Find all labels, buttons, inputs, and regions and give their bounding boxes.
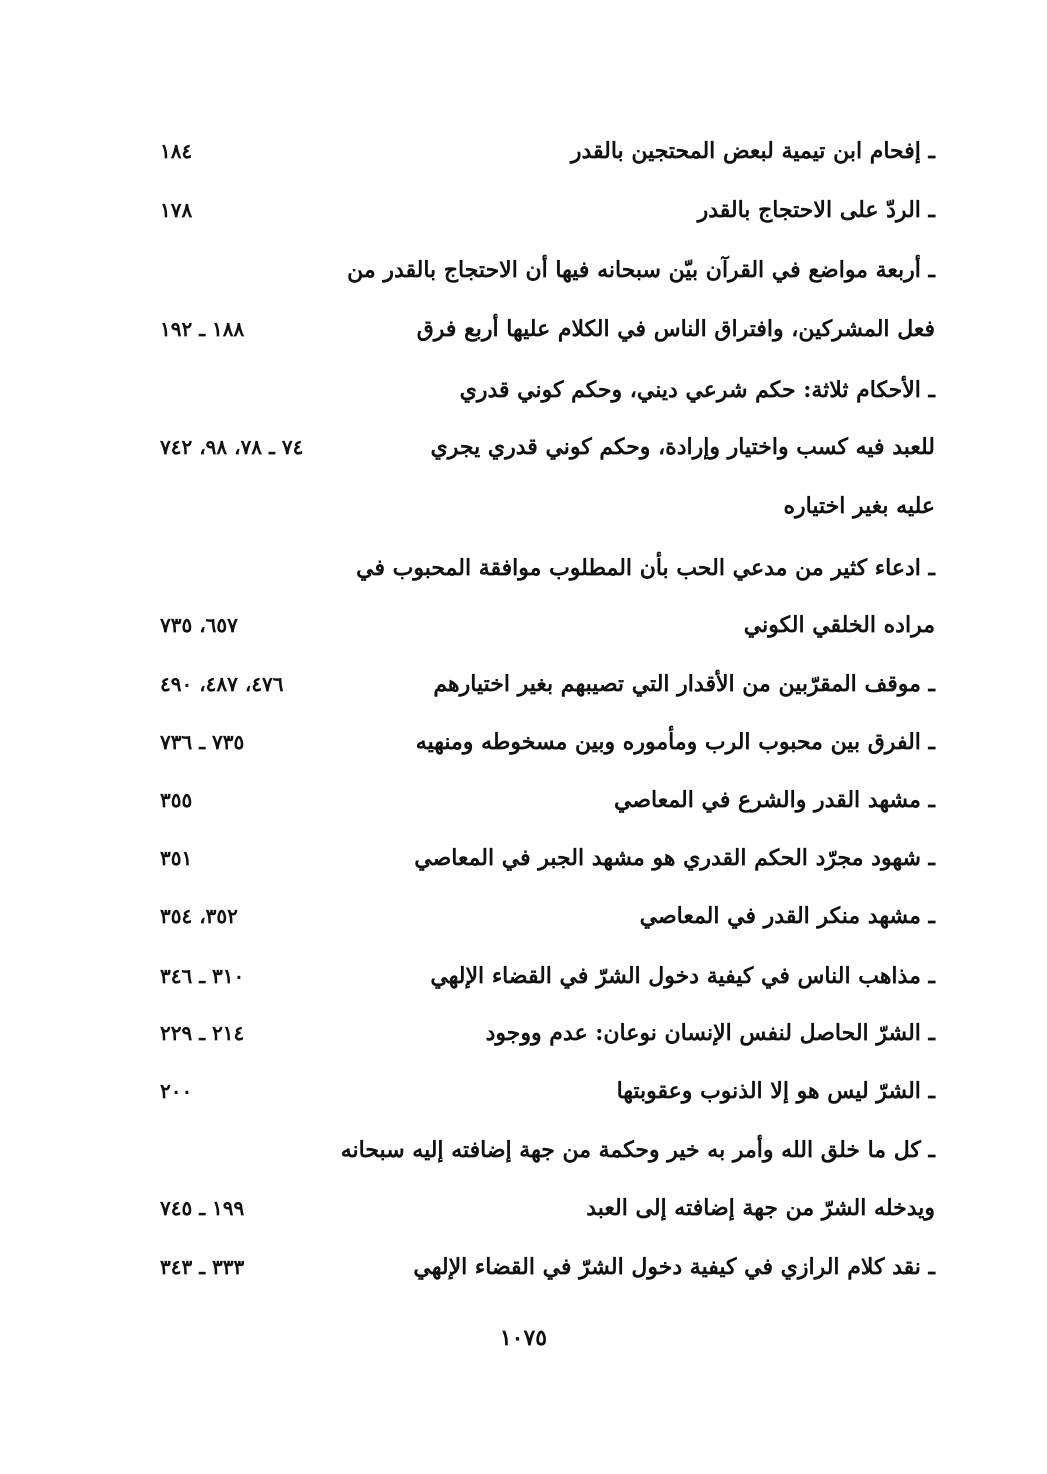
index-entry — [140, 427, 935, 467]
entry-pages: ٣٥١ — [160, 846, 193, 870]
entry-text: مراده الخلقي الكوني — [743, 612, 935, 638]
index-entry — [140, 896, 935, 936]
index-entry — [140, 605, 935, 645]
entry-text: ـ الشرّ الحاصل لنفس الإنسان نوعان: عدم ووجود — [485, 1020, 935, 1046]
entry-text: ـ شهود مجرّد الحكم القدري هو مشهد الجبر في المعاصي — [414, 845, 935, 871]
entry-text: ـ مذاهب الناس في كيفية دخول الشرّ في القضاء الإلهي — [430, 963, 935, 989]
entry-pages: ٢٠٠ — [160, 1079, 193, 1103]
index-entry — [140, 309, 935, 349]
entry-text: ـ الفرق بين محبوب الرب ومأموره وبين مسخوطه ومنهيه — [415, 729, 935, 755]
entry-text: ـ كل ما خلق الله وأمر به خير وحكمة من جهة إضافته إليه سبحانه — [340, 1137, 935, 1163]
entry-pages: ٦٥٧، ٧٣٥ — [160, 613, 238, 637]
entry-pages: ٤٧٦، ٤٨٧، ٤٩٠ — [160, 672, 284, 696]
index-entry — [140, 486, 935, 526]
index-entry — [140, 190, 935, 230]
entry-text: ويدخله الشرّ من جهة إضافته إلى العبد — [586, 1195, 935, 1221]
entry-text: للعبد فيه كسب واختيار وإرادة، وحكم كوني قدري يجري — [430, 434, 935, 460]
entry-pages: ٣١٠ ـ ٣٤٦ — [160, 964, 245, 988]
index-entry — [140, 1247, 935, 1287]
entry-text: عليه بغير اختياره — [783, 493, 935, 519]
entry-text: ـ مشهد القدر والشرع في المعاصي — [613, 787, 935, 813]
entry-pages: ١٩٩ ـ ٧٤٥ — [160, 1196, 245, 1220]
page-number: ١٠٧٥ — [499, 1325, 548, 1351]
entry-pages: ٧٤ ـ ٧٨، ٩٨، ٧٤٢ — [160, 435, 304, 459]
entry-text: ـ إفحام ابن تيمية لبعض المحتجين بالقدر — [570, 138, 935, 164]
entry-pages: ١٨٤ — [160, 139, 193, 163]
index-entry — [140, 370, 935, 410]
index-entry — [140, 131, 935, 171]
entry-text: ـ موقف المقرّبين من الأقدار التي تصيبهم بغير اختيارهم — [433, 671, 935, 697]
entry-text: ـ الشرّ ليس هو إلا الذنوب وعقوبتها — [616, 1078, 935, 1104]
index-entry — [140, 780, 935, 820]
index-entry — [140, 838, 935, 878]
index-entry — [140, 956, 935, 996]
index-entry — [140, 1013, 935, 1053]
entry-pages: ٣٥٥ — [160, 788, 193, 812]
entry-pages: ١٧٨ — [160, 198, 193, 222]
index-entry — [140, 1188, 935, 1228]
index-entry — [140, 1071, 935, 1111]
entry-pages: ٣٥٢، ٣٥٤ — [160, 904, 238, 928]
entry-text: ـ الردّ على الاحتجاج بالقدر — [697, 197, 935, 223]
entry-pages: ١٨٨ ـ ١٩٢ — [160, 317, 245, 341]
entry-text: ـ أربعة مواضع في القرآن بيّن سبحانه فيها أن الاحتجاج بالقدر من — [347, 257, 935, 283]
entry-pages: ٣٣٣ ـ ٣٤٣ — [160, 1255, 245, 1279]
entry-text: ـ الأحكام ثلاثة: حكم شرعي ديني، وحكم كوني قدري — [459, 377, 935, 403]
entry-pages: ٧٣٥ ـ ٧٣٦ — [160, 730, 245, 754]
entry-text: ـ ادعاء كثير من مدعي الحب بأن المطلوب موافقة المحبوب في — [356, 555, 935, 581]
index-entry — [140, 1130, 935, 1170]
entry-text: ـ مشهد منكر القدر في المعاصي — [639, 903, 935, 929]
entry-text: ـ نقد كلام الرازي في كيفية دخول الشرّ في القضاء الإلهي — [413, 1254, 935, 1280]
index-entry — [140, 664, 935, 704]
entry-text: فعل المشركين، وافتراق الناس في الكلام عليها أربع فرق — [416, 316, 935, 342]
entry-pages: ٢١٤ ـ ٢٢٩ — [160, 1021, 245, 1045]
index-entry — [140, 722, 935, 762]
index-entry — [140, 548, 935, 588]
index-entry — [140, 250, 935, 290]
